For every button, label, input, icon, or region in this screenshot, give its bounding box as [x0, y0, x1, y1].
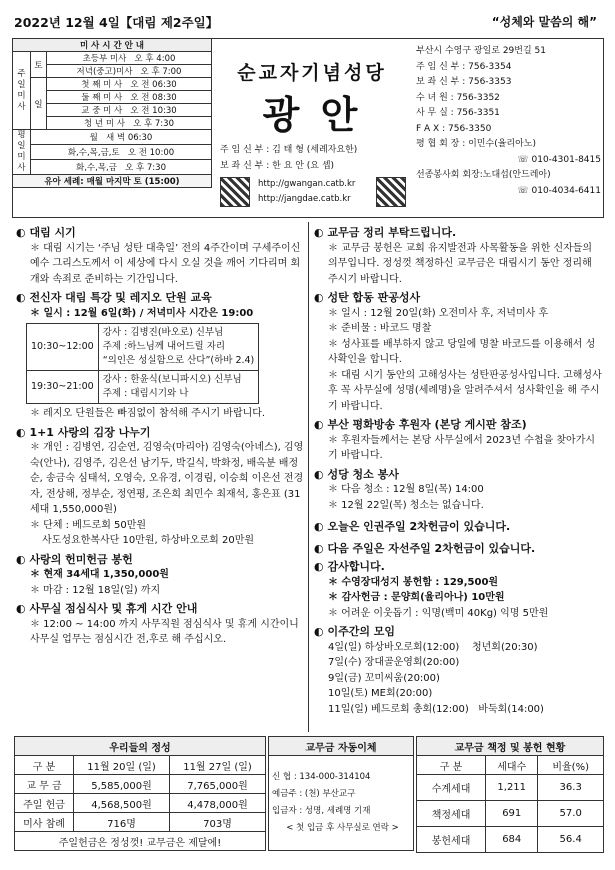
mass-title: 미 사 시 간 안 내 — [13, 39, 212, 52]
mass-row: 저녁(중고)미사 오 후 7:00 — [47, 65, 212, 78]
mass-row: 둘 째 미 사 오 전 08:30 — [47, 91, 212, 104]
mass-row: 화,수,목,금 오 후 7:30 — [31, 160, 212, 175]
weekday-label: 평일미사 — [13, 130, 31, 175]
sat-label: 토 — [31, 52, 47, 78]
website-links[interactable]: http://gwangan.catb.kr http://jangdae.catb.kr — [258, 179, 356, 204]
bulletin-title: 광 안 — [262, 93, 362, 137]
section-title: ◐ 성탄 합동 판공성사 — [314, 290, 604, 306]
left-column: ◐ 대림 시기 ＊ 대림 시기는 ‘주님 성탄 대축일’ 전의 4주간이며 구세주이신 예수 그리스도께서 이 세상에 다시 오실 것을 깨어 기다리며 회개와 속죄로 준비하는 기간입니다. ◐ 전신자 대림 특강 및 레지오 단원 교육 ＊ 일시 : 12월 6일(화) / 저녁미사 시간은 19:00 10:30~12:00 강사 : 김병진(바오로) 신부님 주제 :하느님께 내어드릴 자리 “의인은 성실함으로 산다”(하바 2.4) 19:30~21:00 강사 : 한윤식(보니파시오) 신부님 주제 : 대림시기와 나 ＊ 레지오 단원들은 빠짐없이 참석해 주시기 바랍니다. ◐ 1+1 사랑의 김장 나누기 ＊ 개인 : 김병연, 김순연, 김영숙(마리아) 김영숙(아녜스), 김영숙(안나), 김영주, 김은선 남기두, 박길식, 박화정, 배옥분 배정순, 송금숙 심태석, 오영숙, 오유경, 이경림, 이승희 이은선 전경자, 전상해, 정부순, 정연평, 조은희 최민수 최재석, 홍은표 (31세대 1,550,000원) ＊ 단체 : 베드로회 50만원 사도성요한복사단 10만원, 하상바오로회 20만원 ◐ 사랑의 헌미헌금 봉헌 ＊ 현재 34세대 1,350,000원 ＊ 마감 : 12월 18일(일) 까지 ◐ 사무실 점심식사 및 휴게 시간 안내 ＊ 12:00 ~ 14:00 까지 사무직원 점심식사 및 휴게 시간이니 사무실 업무는 점심시간 전,후로 해 주십시오. — [16, 222, 304, 648]
section-title: ◐ 1+1 사랑의 김장 나누기 — [16, 425, 304, 441]
meeting-row: 9일(금) 꼬미씨움(20:00) — [328, 672, 440, 684]
mass-row: 청 년 미 사 오 후 7:30 — [47, 117, 212, 130]
meeting-row: 7일(수) 장대골운영회(20:00) — [328, 657, 460, 668]
pledge-table: 교무금 책정 및 봉헌 현황 구 분 세대수 비율(%) 수계세대 1,211 36.3 책정세대 691 57.0 봉헌세대 684 56.4 — [416, 736, 604, 853]
priest-info: 주 임 신 부 : 김 태 형 (세례자요한) 보 좌 신 부 : 한 요 안 (요 셉) — [220, 145, 358, 171]
auto-transfer-box: 교무금 자동이체 신 협 : 134-000-314104 예금주 : (천) 부산교구 입금자 : 성명, 세례명 기재 < 첫 입금 후 사무실로 연락 > — [268, 736, 414, 851]
sunday-label: 주일미사 — [13, 52, 31, 130]
mass-schedule — [12, 38, 212, 210]
section-title: ◐ 오늘은 인권주일 2차헌금이 있습니다. — [314, 519, 604, 535]
column-divider — [308, 222, 309, 732]
mass-row: 초등부 미사 오 후 4:00 — [47, 52, 212, 65]
meeting-row: 4일(일) 하상바오로회(12:00) 청년회(20:30) — [328, 641, 538, 653]
section-title: ◐ 전신자 대림 특강 및 레지오 단원 교육 — [16, 290, 304, 306]
section-title: ◐ 다음 주일은 자선주일 2차헌금이 있습니다. — [314, 541, 604, 557]
section-title: ◐ 감사합니다. — [314, 559, 604, 575]
mass-row: 첫 째 미 사 오 전 06:30 — [47, 78, 212, 91]
qr-code-icon — [220, 177, 250, 207]
meeting-row: 11일(일) 베드로회 총회(12:00) 바둑회(14:00) — [328, 703, 544, 715]
contact-info: 부산시 수영구 광일로 29번길 51 주 임 신 부 : 756-3354 보 좌 신 부 : 756-3353 수 녀 원 : 756-3352 사 무 실 : 756-3351 F A X : 756-3350 평 협 회 장 : 이민수(율리아노) ☏ 010-4301-8415 선종봉사회 회장:노대섭(안드레아) ☏ 010-4034-6411 — [416, 46, 601, 196]
mass-row: 월 새 벽 06:30 — [31, 130, 212, 145]
section-title: ◐ 성당 청소 봉사 — [314, 467, 604, 483]
lecture-table: 10:30~12:00 강사 : 김병진(바오로) 신부님 주제 :하느님께 내어드릴 자리 “의인은 성실함으로 산다”(하바 2.4) 19:30~21:00 강사 : 한윤식(보니파시오) 신부님 주제 : 대림시기와 나 — [26, 323, 259, 404]
year-motto: “성체와 말씀의 해” — [491, 15, 597, 29]
meeting-row: 10일(토) ME회(20:00) — [328, 688, 433, 699]
section-title: ◐ 사무실 점심식사 및 휴게 시간 안내 — [16, 601, 304, 617]
section-title: ◐ 사랑의 헌미헌금 봉헌 — [16, 552, 304, 568]
infant-baptism: 유아 세례: 매월 마지막 토 (15:00) — [13, 175, 212, 188]
section-title: ◐ 이주간의 모임 — [314, 624, 604, 640]
section-title: ◐ 부산 평화방송 후원자 (본당 게시판 참조) — [314, 417, 604, 433]
mass-row: 화,수,목,금,토 오 전 10:00 — [31, 145, 212, 160]
bulletin-date: 2022년 12월 4일【대림 제2주일】 — [14, 15, 219, 30]
section-title: ◐ 대림 시기 — [16, 225, 304, 241]
section-title: ◐ 교무금 정리 부탁드립니다. — [314, 225, 604, 241]
mass-row: 교 중 미 사 오 전 10:30 — [47, 104, 212, 117]
offering-table: 우리들의 정성 구 분 11월 20일 (일) 11월 27일 (일) 교 무 금 5,585,000원 7,765,000원 주일 헌금 4,568,500원 4,478,000원 미사 참례 716명 703명 주일헌금은 정성껏! 교무금은 제달에! — [14, 736, 266, 851]
title-area — [214, 40, 410, 210]
il-label: 일 — [31, 78, 47, 130]
right-column: ◐ 교무금 정리 부탁드립니다. ＊ 교무금 봉헌은 교회 유지발전과 사목활동을 위한 신자들의 의무입니다. 정성껏 책정하신 교무금은 대림시기 동안 정리해 주시기 바랍니다. ◐ 성탄 합동 판공성사 ＊ 일시 : 12월 20일(화) 오전미사 후, 저녁미사 후 ＊ 준비물 : 바코드 명찰 ＊ 성사표를 배부하지 않고 당일에 명찰 바코드를 이용해서 성사확인을 합니다. ＊ 대림 시기 동안의 고해성사는 성탄판공성사입니다. 고해성사 후 꼭 사무실에 성명(세례명)을 알려주셔서 성사확인을 해 주시기 바랍니다. ◐ 부산 평화방송 후원자 (본당 게시판 참조) ＊ 후원자들께서는 본당 사무실에서 2023년 수첩을 찾아가시기 바랍니다. ◐ 성당 청소 봉사 ＊ 다음 청소 : 12월 8일(목) 14:00 ＊ 12월 22일(목) 청소는 없습니다. ◐ 오늘은 인권주일 2차헌금이 있습니다. ◐ 다음 주일은 자선주일 2차헌금이 있습니다. ◐ 감사합니다. ＊ 수영장대성지 봉헌함 : 129,500원 ＊ 감사헌금 : 문양희(율리아나) 10만원 ＊ 어려운 이웃돕기 : 익명(백미 40Kg) 익명 5만원 ◐ 이주간의 모임 4일(일) 하상바오로회(12:00) 청년회(20:30) 7일(수) 장대골운영회(20:00) 9일(금) 꼬미씨움(20:00) 10일(토) ME회(20:00) 11일(일) 베드로회 총회(12:00) 바둑회(14:00) — [314, 222, 604, 717]
qr-code-icon — [376, 177, 406, 207]
parish-name: 순교자기념성당 — [237, 62, 387, 84]
